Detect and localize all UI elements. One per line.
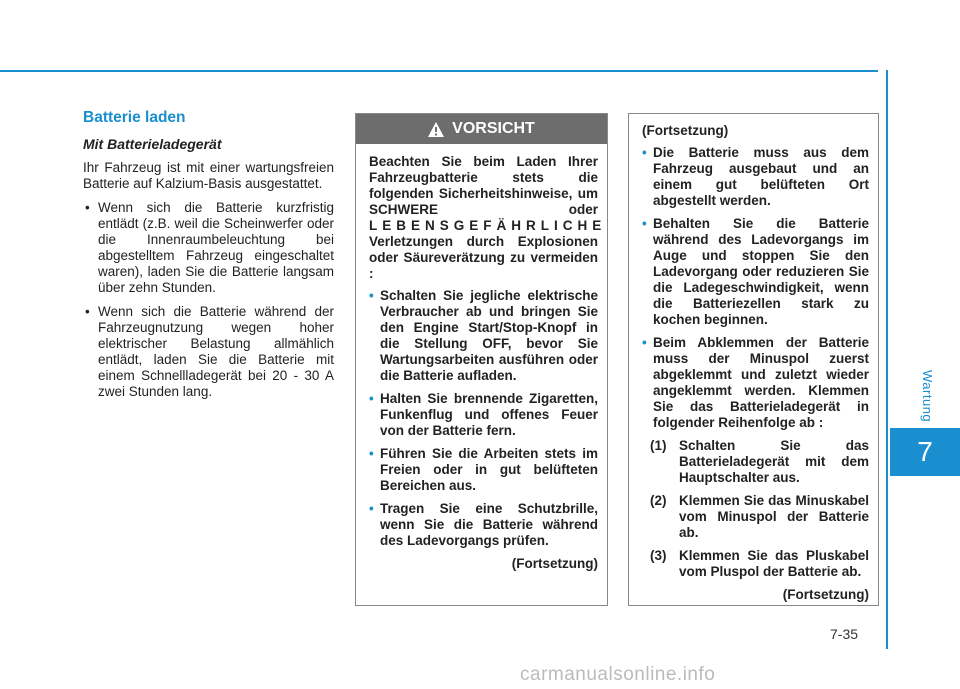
- steps-list: [642, 438, 869, 580]
- step-text: Schalten Sie das Batterieladegerät mit dem Hauptschalter aus.: [679, 438, 869, 485]
- watermark: carmanualsonline.info: [520, 664, 716, 685]
- chapter-label: Wartung: [920, 370, 935, 423]
- section-title: Batterie laden: [83, 109, 186, 126]
- list-item: • Wenn sich die Batterie während der Fahrzeugnutzung wegen hoher elektrischer Belastung allmählich entlädt, laden Sie die Batterie mit einem Schnellladegerät bei 20 - 30 A zwei Stunden lang.: [83, 304, 334, 400]
- side-divider: [886, 70, 888, 649]
- step-number: (3): [650, 548, 667, 563]
- list-item: • Schalten Sie jegliche elektrische Verbraucher ab und bringen Sie den Engine Start/Stop-Knopf in die Stellung OFF, bevor Sie Wartungsarbeiten ausführen oder die Batterie aufladen.: [369, 288, 598, 384]
- warning-intro: [369, 154, 607, 282]
- warning-bullet-list: [369, 288, 598, 549]
- warning-box-continued: [628, 113, 879, 606]
- warning-intro-text: Beachten Sie beim Laden Ihrer Fahrzeugbatterie stets die folgenden Sicherheitshinweise, um SCHWERE oder: [369, 154, 598, 217]
- step-item: [642, 548, 869, 580]
- continued-label: (Fortsetzung): [511, 556, 598, 571]
- chapter-tab: 7: [890, 428, 960, 476]
- warning-header-label: VORSICHT: [452, 120, 535, 137]
- main-bullet-list: [83, 200, 334, 400]
- top-divider: [0, 70, 878, 72]
- warning-bullet-list: [642, 145, 869, 431]
- warning-box: [355, 113, 608, 606]
- step-text: Klemmen Sie das Minuskabel vom Minuspol der Batterie ab.: [679, 493, 869, 540]
- list-item: • Halten Sie brennende Zigaretten, Funkenflug und offenes Feuer von der Batterie fern.: [369, 391, 598, 439]
- list-item: • Tragen Sie eine Schutzbrille, wenn Sie die Batterie während des Ladevorgangs prüfen.: [369, 501, 598, 549]
- main-column: [83, 110, 334, 408]
- subsection-title: Mit Batterieladegerät: [83, 136, 222, 152]
- page-number: 7-35: [830, 626, 859, 642]
- step-item: [642, 493, 869, 541]
- warning-body: [356, 144, 607, 572]
- list-item: • Führen Sie die Arbeiten stets im Freien oder in gut belüfteten Bereichen aus.: [369, 446, 598, 494]
- warning-triangle-icon: [428, 122, 444, 137]
- list-item: • Die Batterie muss aus dem Fahrzeug ausgebaut und an einem gut belüfteten Ort abgestellt werden.: [642, 145, 869, 209]
- continued-top-label: (Fortsetzung): [642, 123, 729, 138]
- warning-header: [356, 114, 607, 144]
- continued-label: (Fortsetzung): [782, 587, 869, 602]
- step-number: (1): [650, 438, 667, 453]
- list-item: • Wenn sich die Batterie kurzfristig entlädt (z.B. weil die Scheinwerfer oder die Innenraumbeleuchtung bei abgestelltem Fahrzeug eingeschaltet waren), laden Sie die Batterie langsam über zehn Stunden.: [83, 200, 334, 296]
- intro-paragraph: Ihr Fahrzeug ist mit einer wartungsfreien Batterie auf Kalzium-Basis ausgestattet.: [83, 160, 334, 191]
- list-item: • Behalten Sie die Batterie während des Ladevorgangs im Auge und stoppen Sie den Ladevorgang oder reduzieren Sie die Ladegeschwindigkeit, wenn die Batteriezellen stark zu kochen beginnen.: [642, 216, 869, 328]
- warning-body: [629, 114, 878, 603]
- step-text: Klemmen Sie das Pluskabel vom Pluspol der Batterie ab.: [679, 548, 869, 579]
- step-item: [642, 438, 869, 486]
- warning-intro-emphasis: LEBENSGEFÄHRLICHE: [369, 218, 607, 233]
- warning-intro-text-end: Verletzungen durch Explosionen oder Säureverätzung zu vermeiden :: [369, 234, 598, 281]
- list-item: • Beim Abklemmen der Batterie muss der Minuspol zuerst abgeklemmt und zuletzt wieder angeklemmt werden. Klemmen Sie das Batterieladegerät in folgender Reihenfolge ab :: [642, 335, 869, 431]
- step-number: (2): [650, 493, 667, 508]
